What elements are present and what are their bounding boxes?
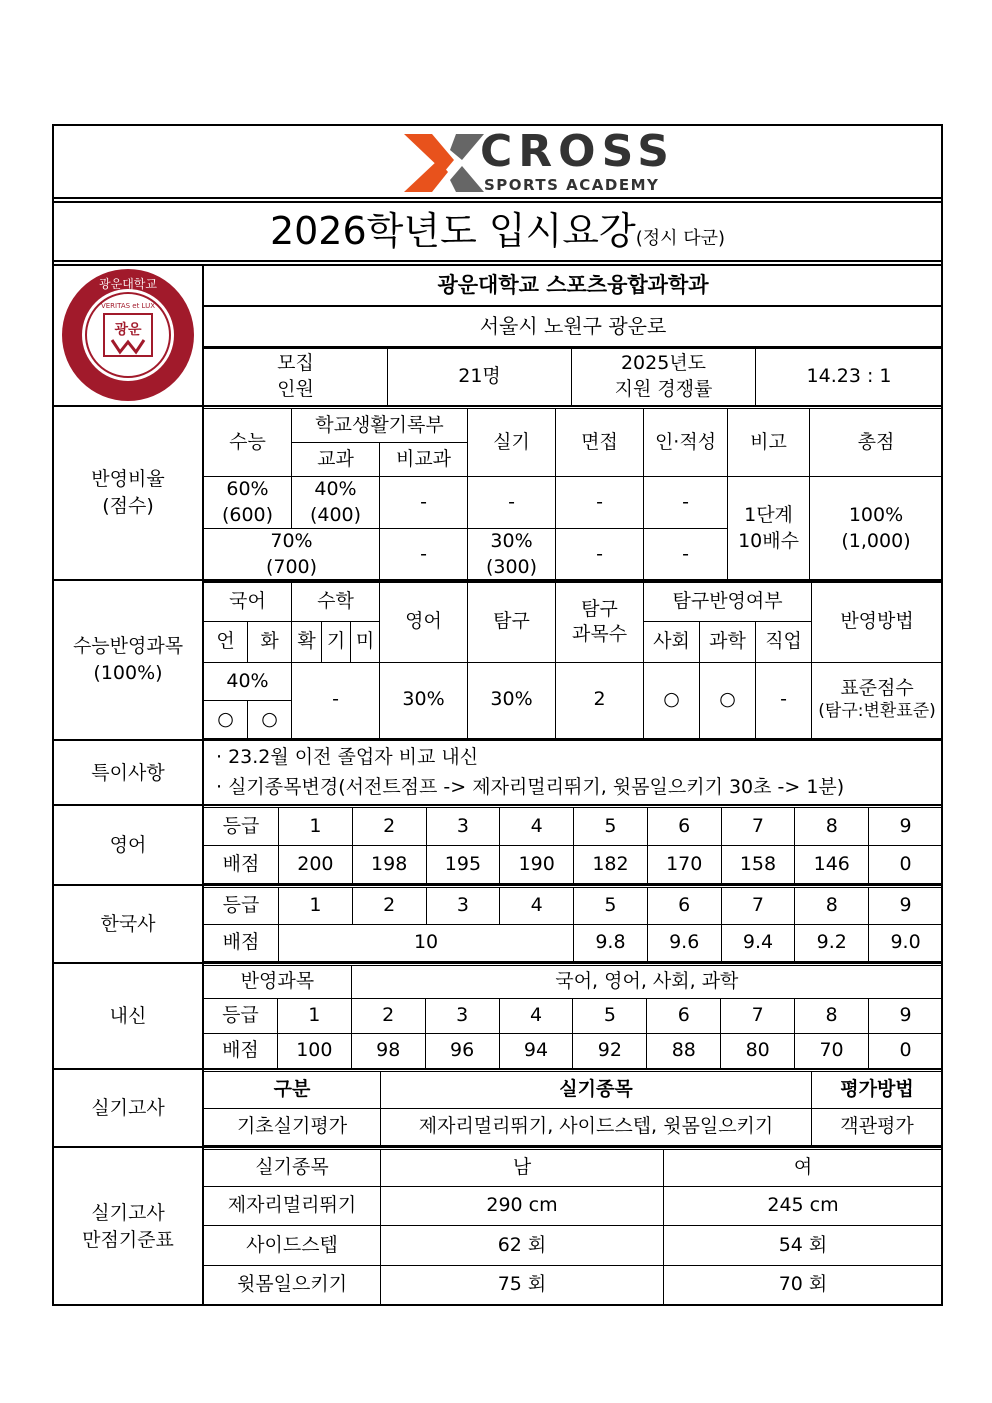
table-cell: - xyxy=(468,477,556,529)
cell: 96 xyxy=(425,1034,499,1069)
table-cell: 제자리멀리뛰기, 사이드스텝, 윗몸일으키기 xyxy=(381,1109,812,1146)
table-cell: 75 회 xyxy=(381,1266,664,1305)
fullscore-table xyxy=(203,1149,943,1305)
cell: 5 xyxy=(574,808,648,846)
table-cell: 확 xyxy=(292,621,322,662)
cell: 190 xyxy=(500,846,574,884)
history-table xyxy=(203,887,943,962)
cell: 9.4 xyxy=(721,925,795,962)
table-cell: 국어 xyxy=(204,583,292,622)
table-cell: 사회 xyxy=(644,621,700,662)
cell: 3 xyxy=(425,999,499,1034)
table-cell: 245 cm xyxy=(664,1187,943,1226)
table-cell: 수능 xyxy=(204,409,292,477)
table-cell: 비고 xyxy=(728,409,810,477)
school-seal xyxy=(54,266,202,404)
cell: 9 xyxy=(869,808,943,846)
table-cell: 40% xyxy=(204,662,292,701)
table-cell: 배점 xyxy=(204,846,279,884)
cell: 9 xyxy=(869,888,943,925)
cell: 5 xyxy=(574,888,648,925)
table-cell: 미 xyxy=(351,621,380,662)
recruit-value: 21명 xyxy=(388,349,572,406)
cell: 195 xyxy=(426,846,500,884)
table-cell: ○ xyxy=(644,662,700,738)
table-cell: 탐구 xyxy=(468,583,556,663)
cell: 2 xyxy=(352,888,426,925)
table-cell: 여 xyxy=(664,1150,943,1187)
table-cell: 60% (600) xyxy=(204,477,292,529)
special-label: 특이사항 xyxy=(91,762,165,784)
cell: 3 xyxy=(426,808,500,846)
cell: 0 xyxy=(869,846,943,884)
table-cell: 실기종목 xyxy=(204,1150,381,1187)
cell: 146 xyxy=(795,846,869,884)
ratio-label: 반영비율 (점수) xyxy=(91,468,165,517)
special-note-2: · 실기종목변경(서전트점프 -> 제자리멀리뛰기, 윗몸일으키기 30초 -> 1분) xyxy=(216,776,845,798)
table-cell: 면접 xyxy=(556,409,644,477)
cell: 200 xyxy=(279,846,353,884)
cell: 198 xyxy=(352,846,426,884)
cell: 98 xyxy=(351,1034,425,1069)
logo xyxy=(52,126,943,198)
table-cell: 1단계 10배수 xyxy=(728,477,810,582)
table-cell: 70 회 xyxy=(664,1266,943,1305)
table-cell: 국어, 영어, 사회, 과학 xyxy=(351,966,942,999)
table-cell: - xyxy=(556,529,644,581)
table-cell: - xyxy=(556,477,644,529)
seal-icon xyxy=(54,266,202,404)
table-cell: 반영방법 xyxy=(812,583,943,663)
table-cell: 제자리멀리뛰기 xyxy=(204,1187,381,1226)
suneung-label: 수능반영과목 (100%) xyxy=(72,635,184,684)
table-cell: 총점 xyxy=(810,409,943,477)
cell: 9.8 xyxy=(574,925,648,962)
cell: 88 xyxy=(647,1034,721,1069)
english-table xyxy=(203,807,943,884)
table-cell: 기 xyxy=(322,621,351,662)
title-sub: (정시 다군) xyxy=(635,228,726,249)
special-notes xyxy=(203,742,943,804)
table-cell: 등급 xyxy=(204,999,278,1034)
cell: 6 xyxy=(647,999,721,1034)
cell: 9 xyxy=(869,999,943,1034)
practical-label: 실기고사 xyxy=(91,1097,165,1119)
table-cell: 사이드스텝 xyxy=(204,1226,381,1266)
cell: 80 xyxy=(721,1034,795,1069)
table-cell: 탐구 과목수 xyxy=(556,583,644,663)
cell: 170 xyxy=(647,846,721,884)
table-cell: 70% (700) xyxy=(204,529,380,581)
cell: 158 xyxy=(721,846,795,884)
table-cell: 54 회 xyxy=(664,1226,943,1266)
suneung-table xyxy=(203,582,943,739)
cell: 100 xyxy=(277,1034,351,1069)
logo-cross-text: CROSS xyxy=(480,126,675,177)
cell: 6 xyxy=(647,888,721,925)
ratio-table xyxy=(203,408,943,582)
cell: 4 xyxy=(500,888,574,925)
table-cell: 배점 xyxy=(204,925,279,962)
table-cell: 평가방법 xyxy=(812,1072,943,1109)
table-cell: 교과 xyxy=(292,443,380,477)
rate-label: 2025년도 지원 경쟁률 xyxy=(572,349,756,406)
table-cell: - xyxy=(644,477,728,529)
gpa-table xyxy=(203,965,943,1069)
cell: 182 xyxy=(574,846,648,884)
cell: 8 xyxy=(795,999,869,1034)
table-cell: - xyxy=(644,529,728,581)
table-cell: 30% xyxy=(380,662,468,738)
cell: 1 xyxy=(279,888,353,925)
rate-value: 14.23 : 1 xyxy=(756,349,943,406)
table-cell: 표준점수 (탐구:변환표준) xyxy=(812,662,943,738)
cell: 92 xyxy=(573,1034,647,1069)
cell: 7 xyxy=(721,999,795,1034)
svg-text:광운대학교: 광운대학교 xyxy=(99,277,157,291)
table-cell: 40% (400) xyxy=(292,477,380,529)
cell: 9.2 xyxy=(795,925,869,962)
table-cell: 10 xyxy=(279,925,574,962)
table-cell: ○ xyxy=(700,662,756,738)
table-cell: - xyxy=(756,662,812,738)
table-cell: - xyxy=(380,529,468,581)
fullscore-label: 실기고사 만점기준표 xyxy=(82,1201,174,1251)
cell: 9.0 xyxy=(869,925,943,962)
table-cell: ○ xyxy=(204,701,248,739)
page-title xyxy=(52,202,943,260)
school-name: 광운대학교 스포츠융합과학과 xyxy=(437,273,709,297)
cell: 8 xyxy=(795,888,869,925)
table-cell: 영어 xyxy=(380,583,468,663)
table-cell: 인·적성 xyxy=(644,409,728,477)
table-cell: 비교과 xyxy=(380,443,468,477)
cell: 9.6 xyxy=(647,925,721,962)
cell: 94 xyxy=(499,1034,573,1069)
table-cell: - xyxy=(292,662,380,738)
table-cell: 화 xyxy=(248,621,292,662)
table-cell: ○ xyxy=(248,701,292,739)
svg-text:광운: 광운 xyxy=(114,322,142,338)
cell: 4 xyxy=(499,999,573,1034)
table-cell: 남 xyxy=(381,1150,664,1187)
recruit-table xyxy=(203,348,943,406)
table-cell: 2 xyxy=(556,662,644,738)
table-cell: 윗몸일으키기 xyxy=(204,1266,381,1305)
cell: 6 xyxy=(647,808,721,846)
cell: 2 xyxy=(352,808,426,846)
cell: 7 xyxy=(721,888,795,925)
cell: 3 xyxy=(426,888,500,925)
table-cell: 등급 xyxy=(204,808,279,846)
table-cell: 과학 xyxy=(700,621,756,662)
table-cell: - xyxy=(380,477,468,529)
practical-table xyxy=(203,1071,943,1146)
table-cell: 실기종목 xyxy=(381,1072,812,1109)
english-label: 영어 xyxy=(109,834,147,856)
svg-text:VERITAS et LUX: VERITAS et LUX xyxy=(100,302,156,310)
table-cell: 100% (1,000) xyxy=(810,477,943,582)
table-cell: 구분 xyxy=(204,1072,381,1109)
cell: 70 xyxy=(795,1034,869,1069)
cell: 0 xyxy=(869,1034,943,1069)
table-cell: 290 cm xyxy=(381,1187,664,1226)
cell: 8 xyxy=(795,808,869,846)
table-cell: 반영과목 xyxy=(204,966,352,999)
gpa-label: 내신 xyxy=(109,1005,147,1027)
table-cell: 학교생활기록부 xyxy=(292,409,468,443)
table-cell: 30% (300) xyxy=(468,529,556,581)
table-cell: 탐구반영여부 xyxy=(644,583,812,622)
table-cell: 기초실기평가 xyxy=(204,1109,381,1146)
table-cell: 언 xyxy=(204,621,248,662)
table-cell: 수학 xyxy=(292,583,380,622)
cell: 1 xyxy=(279,808,353,846)
table-cell: 30% xyxy=(468,662,556,738)
cell: 2 xyxy=(351,999,425,1034)
logo-subtitle: SPORTS ACADEMY xyxy=(484,176,660,194)
title-main: 2026학년도 입시요강 xyxy=(269,209,636,253)
history-label: 한국사 xyxy=(100,913,156,935)
table-cell: 배점 xyxy=(204,1034,278,1069)
cell: 1 xyxy=(277,999,351,1034)
recruit-label: 모집 인원 xyxy=(204,349,388,406)
table-cell: 실기 xyxy=(468,409,556,477)
special-note-1: · 23.2월 이전 졸업자 비교 내신 xyxy=(216,746,479,768)
table-cell: 객관평가 xyxy=(812,1109,943,1146)
cell: 4 xyxy=(500,808,574,846)
school-address: 서울시 노원구 광운로 xyxy=(479,314,667,338)
cell: 5 xyxy=(573,999,647,1034)
cell: 7 xyxy=(721,808,795,846)
table-cell: 직업 xyxy=(756,621,812,662)
table-cell: 등급 xyxy=(204,888,279,925)
table-cell: 62 회 xyxy=(381,1226,664,1266)
